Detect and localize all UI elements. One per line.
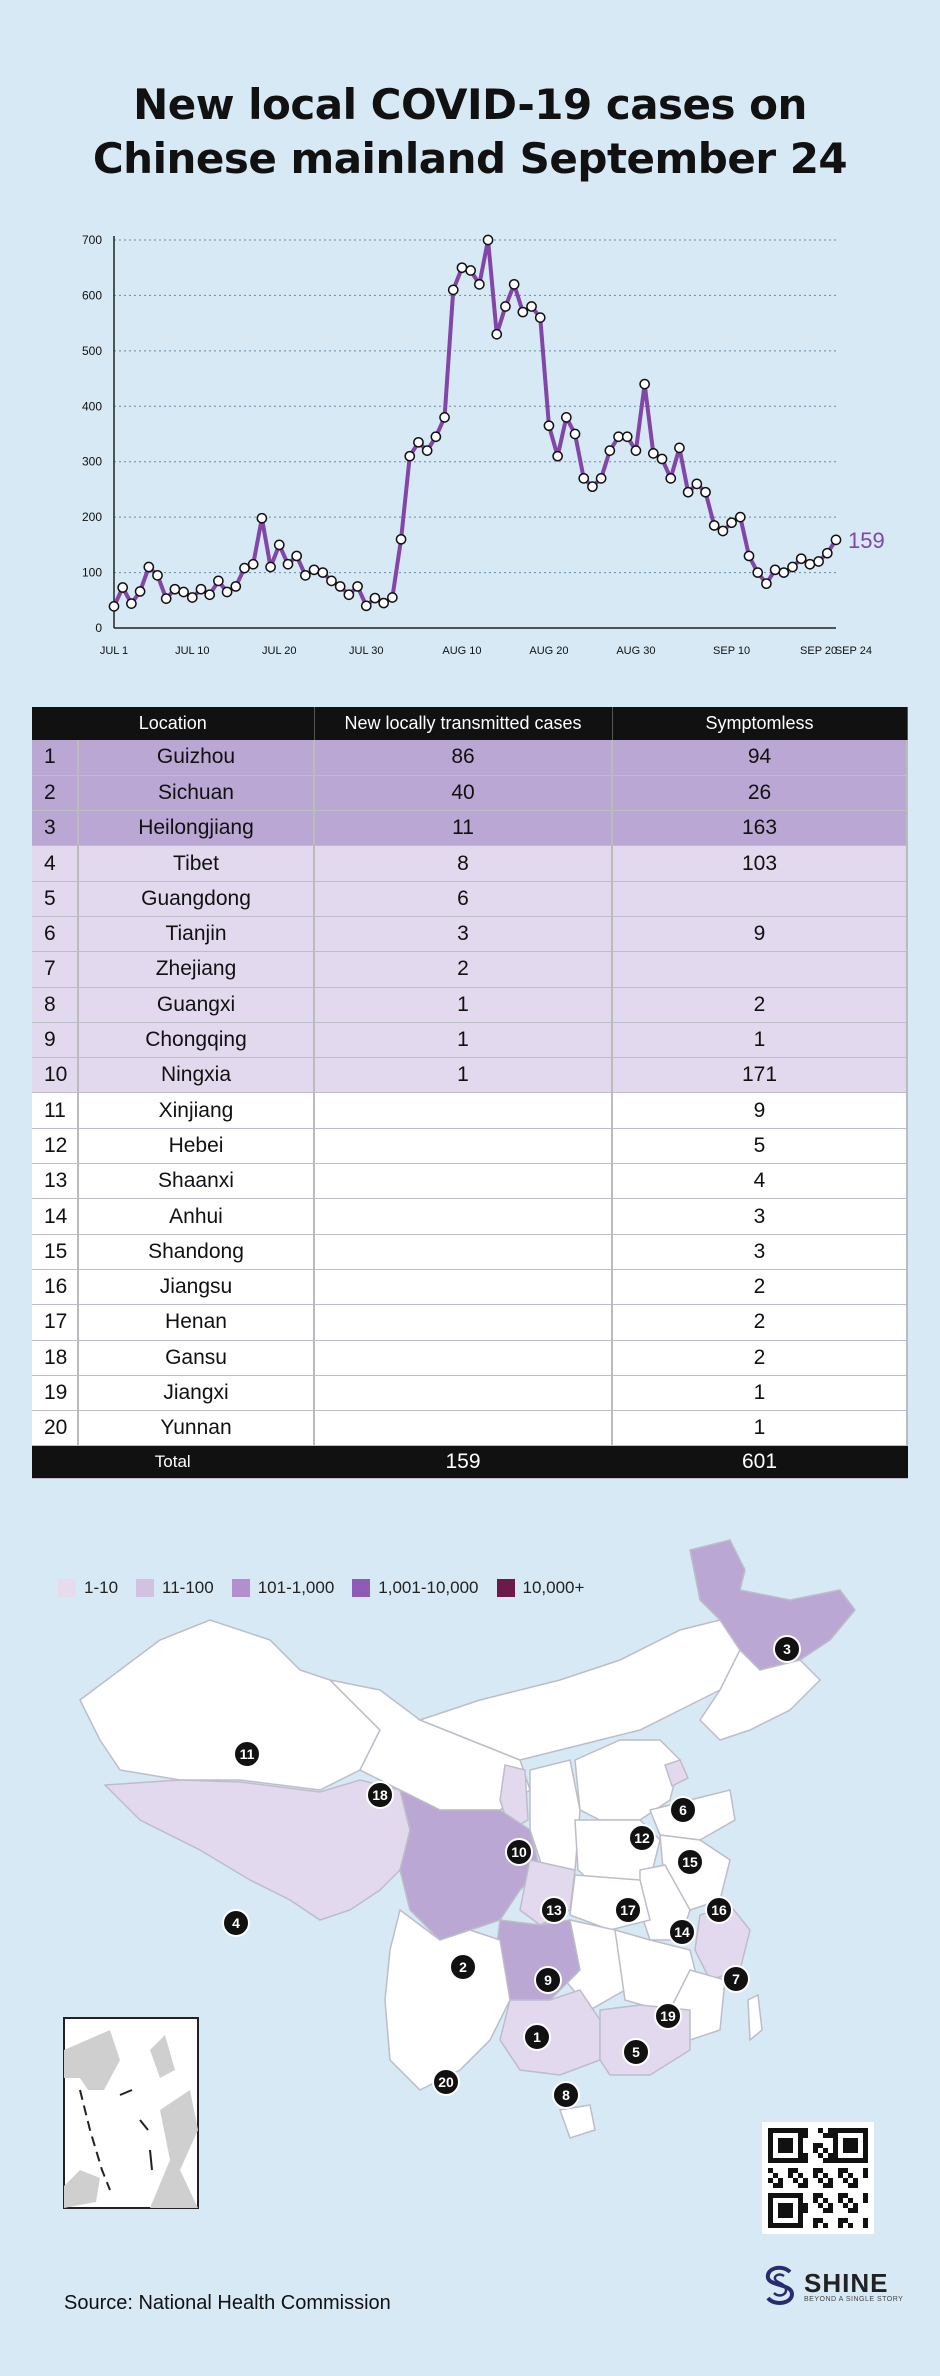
- svg-text:10: 10: [511, 1844, 527, 1860]
- row-index: 4: [32, 846, 78, 881]
- row-cases: [314, 1128, 612, 1163]
- total-cases: 159: [314, 1446, 612, 1479]
- data-point: [692, 479, 701, 488]
- data-point: [623, 432, 632, 441]
- data-point: [327, 576, 336, 585]
- svg-text:5: 5: [632, 2044, 640, 2060]
- province-yunnan: [385, 1910, 510, 2090]
- svg-text:11: 11: [239, 1746, 255, 1762]
- row-location: Hebei: [78, 1128, 314, 1163]
- last-value-label: 159: [848, 527, 885, 553]
- data-point: [405, 452, 414, 461]
- row-cases: 8: [314, 846, 612, 881]
- table-row: [32, 1128, 907, 1163]
- data-point: [353, 582, 362, 591]
- row-location: Anhui: [78, 1199, 314, 1234]
- row-location: Tianjin: [78, 916, 314, 951]
- svg-text:18: 18: [372, 1787, 388, 1803]
- data-point: [370, 593, 379, 602]
- data-point: [431, 432, 440, 441]
- data-point: [518, 307, 527, 316]
- svg-text:19: 19: [660, 2008, 676, 2024]
- data-point: [579, 474, 588, 483]
- row-cases: [314, 1234, 612, 1269]
- row-index: 13: [32, 1164, 78, 1199]
- data-point: [736, 513, 745, 522]
- row-symptomless: 3: [612, 1199, 907, 1234]
- map-marker: [723, 1966, 749, 1992]
- table-row: [32, 987, 907, 1022]
- legend-label: 1,001-10,000: [378, 1578, 479, 1597]
- data-point: [588, 482, 597, 491]
- data-point: [257, 514, 266, 523]
- header-symptomless: Symptomless: [612, 707, 907, 740]
- row-location: Jiangxi: [78, 1375, 314, 1410]
- shine-wordmark: SHINE: [804, 2267, 889, 2298]
- x-tick-label: JUL 30: [349, 645, 384, 657]
- x-tick-label: SEP 10: [713, 645, 751, 657]
- row-cases: [314, 1093, 612, 1128]
- table-row: [32, 775, 907, 810]
- svg-text:20: 20: [438, 2074, 454, 2090]
- table-row: [32, 881, 907, 916]
- row-symptomless: 2: [612, 1269, 907, 1304]
- row-location: Guizhou: [78, 740, 314, 775]
- data-point: [170, 585, 179, 594]
- x-tick-label: JUL 10: [175, 645, 210, 657]
- row-index: 12: [32, 1128, 78, 1163]
- map-marker: [234, 1741, 260, 1767]
- data-point: [379, 598, 388, 607]
- header-cases: New locally transmitted cases: [314, 707, 612, 740]
- row-cases: 2: [314, 952, 612, 987]
- data-point: [222, 587, 231, 596]
- svg-text:6: 6: [679, 1802, 687, 1818]
- table-row: [32, 1058, 907, 1093]
- data-point: [301, 571, 310, 580]
- data-point: [823, 549, 832, 558]
- data-point: [249, 560, 258, 569]
- svg-text:7: 7: [732, 1971, 740, 1987]
- legend-label: 1-10: [84, 1578, 119, 1597]
- data-point: [309, 565, 318, 574]
- data-point: [788, 562, 797, 571]
- data-point: [744, 551, 753, 560]
- data-point: [510, 280, 519, 289]
- data-point: [144, 562, 153, 571]
- table-row: [32, 1375, 907, 1410]
- row-location: Shaanxi: [78, 1164, 314, 1199]
- x-tick-label: AUG 20: [529, 645, 569, 657]
- province-inner-mongolia: [420, 1620, 740, 1760]
- shine-logo-icon: [762, 2264, 798, 2308]
- svg-text:13: 13: [546, 1902, 562, 1918]
- title-line-1: New local COVID-19 cases on: [133, 80, 807, 129]
- row-location: Guangdong: [78, 881, 314, 916]
- data-point: [727, 518, 736, 527]
- total-symptomless: 601: [612, 1446, 907, 1479]
- data-point: [440, 413, 449, 422]
- x-tick-label: SEP 24: [834, 645, 872, 657]
- data-point: [275, 540, 284, 549]
- data-point: [666, 474, 675, 483]
- row-cases: 3: [314, 916, 612, 951]
- table-row: [32, 952, 907, 987]
- row-symptomless: 103: [612, 846, 907, 881]
- row-symptomless: 94: [612, 740, 907, 775]
- table-row: [32, 1340, 907, 1375]
- row-index: 15: [32, 1234, 78, 1269]
- data-point: [188, 593, 197, 602]
- data-point: [135, 587, 144, 596]
- data-point: [684, 488, 693, 497]
- data-point: [162, 594, 171, 603]
- data-point: [153, 571, 162, 580]
- row-cases: [314, 1269, 612, 1304]
- header-location: Location: [32, 707, 314, 740]
- row-symptomless: 5: [612, 1128, 907, 1163]
- map-marker: [450, 1954, 476, 1980]
- data-point: [779, 568, 788, 577]
- data-point: [483, 235, 492, 244]
- svg-text:4: 4: [232, 1915, 240, 1931]
- svg-text:1: 1: [533, 2029, 541, 2045]
- data-point: [771, 565, 780, 574]
- row-location: Shandong: [78, 1234, 314, 1269]
- data-point: [762, 579, 771, 588]
- data-point: [536, 313, 545, 322]
- data-point: [118, 583, 127, 592]
- row-index: 17: [32, 1305, 78, 1340]
- row-location: Tibet: [78, 846, 314, 881]
- qr-code[interactable]: [762, 2122, 874, 2234]
- row-index: 3: [32, 811, 78, 846]
- data-point: [414, 438, 423, 447]
- data-point: [240, 564, 249, 573]
- data-point: [805, 560, 814, 569]
- data-point: [318, 568, 327, 577]
- data-point: [292, 551, 301, 560]
- row-symptomless: 2: [612, 1305, 907, 1340]
- y-tick-label: 400: [81, 399, 102, 414]
- row-cases: [314, 1305, 612, 1340]
- data-point: [388, 593, 397, 602]
- data-point: [544, 421, 553, 430]
- x-tick-label: JUL 1: [99, 645, 129, 657]
- row-location: Guangxi: [78, 987, 314, 1022]
- data-point: [344, 590, 353, 599]
- line-chart: [0, 220, 940, 680]
- row-cases: [314, 1199, 612, 1234]
- y-tick-label: 300: [81, 454, 102, 469]
- data-point: [570, 429, 579, 438]
- table-row: [32, 1234, 907, 1269]
- row-symptomless: [612, 881, 907, 916]
- row-index: 9: [32, 1022, 78, 1057]
- svg-text:2: 2: [459, 1959, 467, 1975]
- map-marker: [541, 1897, 567, 1923]
- map-marker: [615, 1897, 641, 1923]
- data-point: [797, 554, 806, 563]
- row-index: 1: [32, 740, 78, 775]
- row-symptomless: 1: [612, 1022, 907, 1057]
- y-tick-label: 500: [81, 343, 102, 358]
- data-point: [127, 599, 136, 608]
- table-row: [32, 740, 907, 775]
- row-cases: 6: [314, 881, 612, 916]
- title-line-2: Chinese mainland September 24: [92, 134, 848, 183]
- data-point: [753, 568, 762, 577]
- table-row: [32, 1269, 907, 1304]
- total-label: Total: [32, 1446, 314, 1479]
- table-row: [32, 1093, 907, 1128]
- y-tick-label: 0: [95, 621, 102, 635]
- province-xinjiang: [80, 1620, 380, 1790]
- row-cases: [314, 1340, 612, 1375]
- row-location: Gansu: [78, 1340, 314, 1375]
- legend-label: 11-100: [162, 1578, 214, 1597]
- map-marker: [677, 1849, 703, 1875]
- row-symptomless: 163: [612, 811, 907, 846]
- row-location: Zhejiang: [78, 952, 314, 987]
- data-point: [675, 443, 684, 452]
- map-marker: [670, 1797, 696, 1823]
- data-point: [457, 263, 466, 272]
- row-index: 20: [32, 1411, 78, 1446]
- data-point: [196, 585, 205, 594]
- svg-text:15: 15: [682, 1854, 698, 1870]
- data-point: [701, 488, 710, 497]
- row-location: Henan: [78, 1305, 314, 1340]
- row-index: 8: [32, 987, 78, 1022]
- map-marker: [629, 1825, 655, 1851]
- data-point: [205, 590, 214, 599]
- row-cases: [314, 1375, 612, 1410]
- data-point: [109, 602, 118, 611]
- row-cases: [314, 1411, 612, 1446]
- table-header-row: [32, 707, 907, 740]
- map-marker: [367, 1782, 393, 1808]
- row-index: 16: [32, 1269, 78, 1304]
- province-taiwan: [748, 1995, 762, 2040]
- data-point: [336, 582, 345, 591]
- data-point: [831, 535, 840, 544]
- table-row: [32, 1411, 907, 1446]
- row-index: 5: [32, 881, 78, 916]
- y-tick-label: 600: [81, 288, 102, 303]
- y-tick-label: 100: [81, 565, 102, 580]
- data-point: [179, 587, 188, 596]
- data-point: [631, 446, 640, 455]
- svg-text:14: 14: [674, 1924, 690, 1940]
- map-marker: [223, 1910, 249, 1936]
- map-marker: [669, 1919, 695, 1945]
- svg-text:3: 3: [783, 1641, 791, 1657]
- shine-logo: [762, 2264, 903, 2308]
- row-symptomless: [612, 952, 907, 987]
- row-location: Sichuan: [78, 775, 314, 810]
- row-index: 18: [32, 1340, 78, 1375]
- row-symptomless: 3: [612, 1234, 907, 1269]
- data-point: [283, 560, 292, 569]
- page-title: [0, 78, 940, 186]
- data-point: [605, 446, 614, 455]
- row-location: Ningxia: [78, 1058, 314, 1093]
- map-marker: [774, 1636, 800, 1662]
- data-point: [396, 535, 405, 544]
- data-point: [527, 302, 536, 311]
- row-location: Yunnan: [78, 1411, 314, 1446]
- svg-text:17: 17: [620, 1902, 636, 1918]
- data-point: [814, 557, 823, 566]
- row-symptomless: 2: [612, 1340, 907, 1375]
- row-symptomless: 26: [612, 775, 907, 810]
- map-marker: [655, 2003, 681, 2029]
- row-symptomless: 9: [612, 1093, 907, 1128]
- x-tick-label: SEP 20: [800, 645, 838, 657]
- x-tick-label: AUG 10: [442, 645, 482, 657]
- row-symptomless: 171: [612, 1058, 907, 1093]
- data-point: [597, 474, 606, 483]
- cases-table: [32, 707, 908, 1479]
- row-index: 19: [32, 1375, 78, 1410]
- row-cases: 86: [314, 740, 612, 775]
- source-note: Source: National Health Commission: [64, 2292, 391, 2314]
- row-cases: 1: [314, 1022, 612, 1057]
- row-index: 2: [32, 775, 78, 810]
- row-cases: 11: [314, 811, 612, 846]
- data-point: [718, 526, 727, 535]
- data-point: [640, 380, 649, 389]
- map-marker: [535, 1967, 561, 1993]
- x-tick-label: JUL 20: [262, 645, 297, 657]
- row-index: 6: [32, 916, 78, 951]
- data-point: [657, 454, 666, 463]
- row-location: Chongqing: [78, 1022, 314, 1057]
- y-tick-label: 200: [81, 510, 102, 525]
- map-marker: [506, 1839, 532, 1865]
- row-location: Heilongjiang: [78, 811, 314, 846]
- legend-label: 101-1,000: [257, 1578, 335, 1597]
- row-index: 14: [32, 1199, 78, 1234]
- map-marker: [433, 2069, 459, 2095]
- data-point: [449, 285, 458, 294]
- svg-text:8: 8: [562, 2087, 570, 2103]
- table-row: [32, 1164, 907, 1199]
- data-point: [501, 302, 510, 311]
- data-point: [614, 432, 623, 441]
- data-point: [231, 582, 240, 591]
- data-point: [362, 601, 371, 610]
- row-cases: 1: [314, 1058, 612, 1093]
- data-point: [562, 413, 571, 422]
- row-symptomless: 1: [612, 1375, 907, 1410]
- map-marker: [623, 2039, 649, 2065]
- row-symptomless: 1: [612, 1411, 907, 1446]
- table-row: [32, 1199, 907, 1234]
- row-index: 7: [32, 952, 78, 987]
- data-point: [214, 576, 223, 585]
- row-symptomless: 4: [612, 1164, 907, 1199]
- data-point: [423, 446, 432, 455]
- table-row: [32, 846, 907, 881]
- x-tick-label: AUG 30: [616, 645, 656, 657]
- row-index: 11: [32, 1093, 78, 1128]
- svg-text:12: 12: [634, 1830, 650, 1846]
- table-body: [32, 740, 907, 1479]
- row-cases: 40: [314, 775, 612, 810]
- row-index: 10: [32, 1058, 78, 1093]
- map-marker: [524, 2024, 550, 2050]
- svg-text:9: 9: [544, 1972, 552, 1988]
- data-point: [710, 521, 719, 530]
- row-cases: 1: [314, 987, 612, 1022]
- shine-tagline: BEYOND A SINGLE STORY: [804, 2295, 904, 2303]
- data-point: [553, 452, 562, 461]
- map-marker: [706, 1897, 732, 1923]
- row-symptomless: 2: [612, 987, 907, 1022]
- svg-text:16: 16: [711, 1902, 727, 1918]
- row-cases: [314, 1164, 612, 1199]
- legend-label: 10,000+: [522, 1578, 585, 1597]
- south-china-sea-inset: [64, 2018, 198, 2208]
- table-row: [32, 916, 907, 951]
- row-location: Xinjiang: [78, 1093, 314, 1128]
- table-row: [32, 1305, 907, 1340]
- row-symptomless: 9: [612, 916, 907, 951]
- table-row: [32, 811, 907, 846]
- qr-pattern: [768, 2128, 868, 2228]
- province-hainan: [560, 2105, 595, 2138]
- y-tick-label: 700: [81, 233, 102, 247]
- data-point: [475, 280, 484, 289]
- row-location: Jiangsu: [78, 1269, 314, 1304]
- total-row: [32, 1446, 907, 1479]
- province-tibet: [105, 1780, 410, 1920]
- data-point: [649, 449, 658, 458]
- table-row: [32, 1022, 907, 1057]
- map-marker: [553, 2082, 579, 2108]
- data-point: [492, 330, 501, 339]
- data-point: [466, 266, 475, 275]
- data-point: [266, 562, 275, 571]
